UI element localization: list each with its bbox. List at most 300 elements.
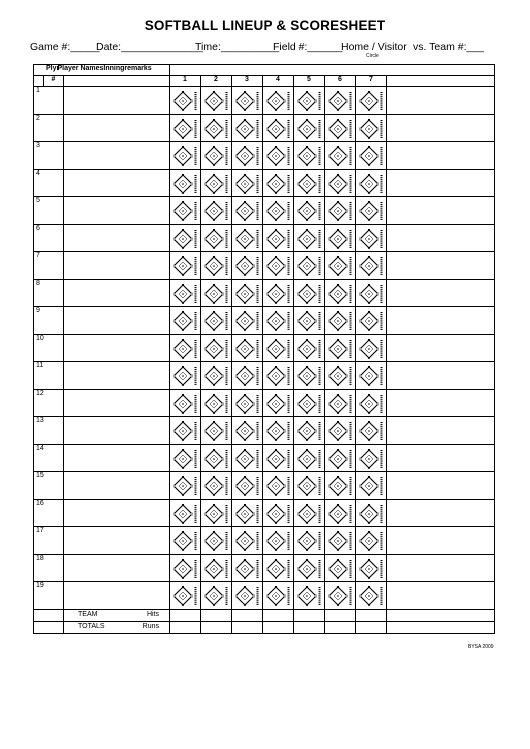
inning-score-cell[interactable] — [325, 527, 356, 555]
base-diamond-icon — [328, 174, 348, 194]
inning-score-cell[interactable] — [201, 527, 232, 555]
outcome-marks-icon — [380, 174, 383, 194]
base-diamond-icon — [328, 559, 348, 579]
inning-score-cell[interactable] — [232, 307, 263, 335]
inning-total-cell[interactable] — [170, 609, 201, 621]
base-diamond-icon — [235, 284, 255, 304]
base-diamond-icon — [359, 421, 379, 441]
inning-score-cell[interactable] — [294, 252, 325, 280]
opponent-team-field[interactable]: vs. Team #:___ — [413, 41, 485, 53]
base-diamond-icon — [204, 91, 224, 111]
remarks-cell[interactable] — [387, 224, 495, 252]
outcome-marks-icon — [287, 284, 290, 304]
totals-row — [34, 609, 495, 621]
player-name-cell[interactable] — [64, 224, 170, 252]
inning-score-cell[interactable] — [232, 142, 263, 170]
inning-score-cell[interactable] — [356, 279, 387, 307]
player-name-cell[interactable] — [64, 362, 170, 390]
base-diamond-icon — [328, 311, 348, 331]
outcome-marks-icon — [318, 119, 321, 139]
inning-score-cell[interactable] — [325, 307, 356, 335]
outcome-marks-icon — [225, 449, 228, 469]
inning-score-cell[interactable] — [325, 142, 356, 170]
inning-score-cell[interactable] — [356, 224, 387, 252]
inning-score-cell[interactable] — [325, 362, 356, 390]
outcome-marks-icon — [318, 91, 321, 111]
inning-score-cell[interactable] — [325, 554, 356, 582]
inning-score-cell[interactable] — [263, 142, 294, 170]
inning-score-cell[interactable] — [170, 114, 201, 142]
inning-score-cell[interactable] — [232, 87, 263, 115]
outcome-marks-icon — [349, 449, 352, 469]
base-diamond-icon — [266, 476, 286, 496]
outcome-marks-icon — [318, 394, 321, 414]
inning-score-cell[interactable] — [170, 169, 201, 197]
inning-total-cell[interactable] — [232, 609, 263, 621]
outcome-marks-icon — [194, 256, 197, 276]
game-number-field[interactable]: Game #:_____ — [30, 41, 100, 53]
inning-score-cell[interactable] — [170, 389, 201, 417]
inning-score-cell[interactable] — [294, 582, 325, 610]
remarks-cell[interactable] — [387, 554, 495, 582]
outcome-marks-icon — [318, 229, 321, 249]
inning-score-cell[interactable] — [356, 444, 387, 472]
inning-score-cell[interactable] — [294, 499, 325, 527]
inning-score-cell[interactable] — [263, 499, 294, 527]
inning-score-cell[interactable] — [325, 114, 356, 142]
table-row — [34, 362, 495, 390]
inning-score-cell[interactable] — [232, 389, 263, 417]
outcome-marks-icon — [225, 311, 228, 331]
inning-score-cell[interactable] — [232, 334, 263, 362]
inning-score-cell[interactable] — [170, 307, 201, 335]
inning-score-cell[interactable] — [170, 444, 201, 472]
inning-score-cell[interactable] — [325, 279, 356, 307]
inning-score-cell[interactable] — [356, 197, 387, 225]
base-diamond-icon — [235, 366, 255, 386]
inning-score-cell[interactable] — [356, 307, 387, 335]
player-name-cell[interactable] — [64, 334, 170, 362]
inning-total-cell[interactable] — [201, 609, 232, 621]
inning-score-cell[interactable] — [263, 224, 294, 252]
base-diamond-icon — [173, 284, 193, 304]
inning-score-cell[interactable] — [294, 472, 325, 500]
remarks-cell[interactable] — [387, 252, 495, 280]
inning-score-cell[interactable] — [232, 554, 263, 582]
player-name-cell[interactable] — [64, 444, 170, 472]
player-name-cell[interactable] — [64, 582, 170, 610]
inning-total-cell[interactable] — [294, 609, 325, 621]
outcome-marks-icon — [256, 146, 259, 166]
remarks-cell[interactable] — [387, 527, 495, 555]
inning-score-cell[interactable] — [294, 114, 325, 142]
page-title: SOFTBALL LINEUP & SCORESHEET — [144, 18, 386, 33]
inning-score-cell[interactable] — [232, 252, 263, 280]
inning-score-cell[interactable] — [170, 87, 201, 115]
inning-score-cell[interactable] — [263, 527, 294, 555]
inning-score-cell[interactable] — [170, 554, 201, 582]
outcome-marks-icon — [380, 394, 383, 414]
inning-score-cell[interactable] — [232, 499, 263, 527]
inning-score-cell[interactable] — [263, 362, 294, 390]
inning-score-cell[interactable] — [325, 252, 356, 280]
inning-score-cell[interactable] — [201, 582, 232, 610]
outcome-marks-icon — [349, 146, 352, 166]
remarks-cell[interactable] — [387, 114, 495, 142]
inning-score-cell[interactable] — [325, 582, 356, 610]
outcome-marks-icon — [380, 256, 383, 276]
inning-score-cell[interactable] — [201, 224, 232, 252]
remarks-cell[interactable] — [387, 87, 495, 115]
outcome-marks-icon — [318, 146, 321, 166]
inning-total-cell[interactable] — [325, 609, 356, 621]
totals-label-cell — [64, 609, 170, 621]
inning-score-cell[interactable] — [201, 417, 232, 445]
base-diamond-icon — [266, 174, 286, 194]
remarks-total-cell[interactable] — [387, 609, 495, 621]
base-diamond-icon — [204, 421, 224, 441]
base-diamond-icon — [235, 174, 255, 194]
base-diamond-icon — [297, 559, 317, 579]
inning-score-cell[interactable] — [170, 224, 201, 252]
inning-score-cell[interactable] — [294, 334, 325, 362]
outcome-marks-icon — [225, 476, 228, 496]
remarks-cell[interactable] — [387, 444, 495, 472]
remarks-cell[interactable] — [387, 279, 495, 307]
base-diamond-icon — [173, 146, 193, 166]
remarks-cell[interactable] — [387, 169, 495, 197]
outcome-marks-icon — [225, 559, 228, 579]
inning-score-cell[interactable] — [294, 197, 325, 225]
outcome-marks-icon — [318, 201, 321, 221]
base-diamond-icon — [266, 256, 286, 276]
inning-score-cell[interactable] — [201, 307, 232, 335]
inning-score-cell[interactable] — [263, 417, 294, 445]
base-diamond-icon — [297, 476, 317, 496]
inning-score-cell[interactable] — [232, 582, 263, 610]
table-row — [34, 279, 495, 307]
outcome-marks-icon — [256, 229, 259, 249]
remarks-cell[interactable] — [387, 197, 495, 225]
inning-total-cell[interactable] — [325, 621, 356, 633]
inning-score-cell[interactable] — [263, 582, 294, 610]
outcome-marks-icon — [349, 394, 352, 414]
inning-score-cell[interactable] — [356, 334, 387, 362]
inning-score-cell[interactable] — [294, 307, 325, 335]
remarks-cell[interactable] — [387, 307, 495, 335]
base-diamond-icon — [204, 201, 224, 221]
player-name-cell[interactable] — [64, 417, 170, 445]
inning-score-cell[interactable] — [294, 224, 325, 252]
inning-score-cell[interactable] — [325, 334, 356, 362]
base-diamond-icon — [328, 449, 348, 469]
outcome-marks-icon — [287, 174, 290, 194]
inning-score-cell[interactable] — [232, 279, 263, 307]
outcome-marks-icon — [194, 366, 197, 386]
player-name-cell[interactable] — [64, 252, 170, 280]
player-name-cell[interactable] — [64, 389, 170, 417]
inning-total-cell[interactable] — [294, 621, 325, 633]
inning-score-cell[interactable] — [263, 169, 294, 197]
outcome-marks-icon — [287, 91, 290, 111]
inning-score-cell[interactable] — [201, 554, 232, 582]
inning-score-cell[interactable] — [201, 444, 232, 472]
inning-score-cell[interactable] — [232, 114, 263, 142]
inning-score-cell[interactable] — [232, 169, 263, 197]
inning-score-cell[interactable] — [201, 362, 232, 390]
outcome-marks-icon — [256, 476, 259, 496]
header-row-labels — [34, 65, 495, 76]
outcome-marks-icon — [256, 311, 259, 331]
col-plyr-label: Plyr — [34, 65, 64, 76]
remarks-cell[interactable] — [387, 499, 495, 527]
base-diamond-icon — [328, 119, 348, 139]
inning-score-cell[interactable] — [170, 582, 201, 610]
inning-score-cell[interactable] — [201, 142, 232, 170]
base-diamond-icon — [359, 531, 379, 551]
player-name-cell[interactable] — [64, 197, 170, 225]
time-field[interactable]: Time:__________ — [195, 41, 280, 53]
outcome-marks-icon — [256, 366, 259, 386]
inning-score-cell[interactable] — [232, 444, 263, 472]
outcome-marks-icon — [194, 229, 197, 249]
outcome-marks-icon — [349, 174, 352, 194]
base-diamond-icon — [204, 531, 224, 551]
inning-score-cell[interactable] — [356, 142, 387, 170]
base-diamond-icon — [235, 449, 255, 469]
inning-header-2: 2 — [201, 76, 232, 87]
player-name-cell[interactable] — [64, 114, 170, 142]
remarks-cell[interactable] — [387, 362, 495, 390]
inning-score-cell[interactable] — [356, 527, 387, 555]
inning-score-cell[interactable] — [170, 252, 201, 280]
base-diamond-icon — [328, 366, 348, 386]
inning-score-cell[interactable] — [294, 142, 325, 170]
inning-score-cell[interactable] — [263, 114, 294, 142]
base-diamond-icon — [359, 91, 379, 111]
inning-score-cell[interactable] — [170, 142, 201, 170]
inning-score-cell[interactable] — [325, 169, 356, 197]
base-diamond-icon — [204, 119, 224, 139]
date-field[interactable]: Date:______________ — [96, 41, 203, 53]
inning-score-cell[interactable] — [201, 472, 232, 500]
inning-score-cell[interactable] — [170, 417, 201, 445]
inning-score-cell[interactable] — [325, 472, 356, 500]
inning-total-cell[interactable] — [232, 621, 263, 633]
base-diamond-icon — [328, 339, 348, 359]
inning-score-cell[interactable] — [325, 444, 356, 472]
inning-score-cell[interactable] — [201, 499, 232, 527]
outcome-marks-icon — [318, 421, 321, 441]
base-diamond-icon — [204, 559, 224, 579]
outcome-marks-icon — [318, 449, 321, 469]
base-diamond-icon — [359, 586, 379, 606]
inning-score-cell[interactable] — [356, 362, 387, 390]
inning-score-cell[interactable] — [294, 444, 325, 472]
outcome-marks-icon — [318, 174, 321, 194]
inning-score-cell[interactable] — [232, 197, 263, 225]
inning-score-cell[interactable] — [170, 279, 201, 307]
outcome-marks-icon — [287, 119, 290, 139]
remarks-cell[interactable] — [387, 389, 495, 417]
outcome-marks-icon — [256, 91, 259, 111]
field-number-field[interactable]: Field #:______ — [273, 41, 343, 53]
player-row-number: 5 — [34, 197, 64, 225]
inning-score-cell[interactable] — [201, 279, 232, 307]
inning-score-cell[interactable] — [170, 527, 201, 555]
player-name-cell[interactable] — [64, 499, 170, 527]
inning-score-cell[interactable] — [263, 252, 294, 280]
inning-score-cell[interactable] — [356, 169, 387, 197]
inning-total-cell[interactable] — [263, 609, 294, 621]
inning-score-cell[interactable] — [294, 362, 325, 390]
base-diamond-icon — [297, 394, 317, 414]
base-diamond-icon — [173, 559, 193, 579]
player-name-cell[interactable] — [64, 527, 170, 555]
remarks-cell[interactable] — [387, 334, 495, 362]
base-diamond-icon — [297, 366, 317, 386]
outcome-marks-icon — [256, 586, 259, 606]
inning-score-cell[interactable] — [356, 87, 387, 115]
inning-score-cell[interactable] — [325, 499, 356, 527]
inning-score-cell[interactable] — [201, 334, 232, 362]
inning-score-cell[interactable] — [170, 197, 201, 225]
base-diamond-icon — [235, 256, 255, 276]
inning-score-cell[interactable] — [294, 417, 325, 445]
base-diamond-icon — [173, 531, 193, 551]
inning-score-cell[interactable] — [356, 114, 387, 142]
inning-score-cell[interactable] — [325, 389, 356, 417]
inning-score-cell[interactable] — [263, 87, 294, 115]
inning-score-cell[interactable] — [356, 417, 387, 445]
player-name-cell[interactable] — [64, 142, 170, 170]
base-diamond-icon — [297, 229, 317, 249]
outcome-marks-icon — [380, 311, 383, 331]
inning-score-cell[interactable] — [356, 472, 387, 500]
outcome-marks-icon — [380, 449, 383, 469]
inning-total-cell[interactable] — [356, 609, 387, 621]
inning-score-cell[interactable] — [170, 472, 201, 500]
player-name-cell[interactable] — [64, 554, 170, 582]
inning-score-cell[interactable] — [294, 527, 325, 555]
inning-score-cell[interactable] — [356, 252, 387, 280]
inning-score-cell[interactable] — [263, 472, 294, 500]
remarks-total-cell[interactable] — [387, 621, 495, 633]
inning-score-cell[interactable] — [325, 417, 356, 445]
inning-score-cell[interactable] — [356, 582, 387, 610]
base-diamond-icon — [266, 339, 286, 359]
inning-total-cell[interactable] — [356, 621, 387, 633]
inning-score-cell[interactable] — [356, 554, 387, 582]
inning-score-cell[interactable] — [232, 417, 263, 445]
player-name-cell[interactable] — [64, 279, 170, 307]
outcome-marks-icon — [194, 311, 197, 331]
inning-score-cell[interactable] — [294, 389, 325, 417]
base-diamond-icon — [235, 119, 255, 139]
outcome-marks-icon — [256, 421, 259, 441]
player-row-number: 4 — [34, 169, 64, 197]
base-diamond-icon — [173, 421, 193, 441]
inning-score-cell[interactable] — [356, 389, 387, 417]
inning-total-cell[interactable] — [170, 621, 201, 633]
remarks-header — [387, 76, 495, 87]
inning-score-cell[interactable] — [232, 362, 263, 390]
inning-score-cell[interactable] — [294, 87, 325, 115]
player-name-cell[interactable] — [64, 307, 170, 335]
base-diamond-icon — [235, 504, 255, 524]
outcome-marks-icon — [349, 119, 352, 139]
inning-score-cell[interactable] — [263, 307, 294, 335]
outcome-marks-icon — [225, 201, 228, 221]
inning-score-cell[interactable] — [263, 197, 294, 225]
inning-score-cell[interactable] — [325, 87, 356, 115]
inning-score-cell[interactable] — [201, 87, 232, 115]
table-row — [34, 582, 495, 610]
inning-total-cell[interactable] — [201, 621, 232, 633]
base-diamond-icon — [235, 91, 255, 111]
inning-score-cell[interactable] — [263, 444, 294, 472]
outcome-marks-icon — [225, 339, 228, 359]
inning-score-cell[interactable] — [356, 499, 387, 527]
outcome-marks-icon — [194, 119, 197, 139]
inning-score-cell[interactable] — [201, 389, 232, 417]
inning-score-cell[interactable] — [263, 279, 294, 307]
outcome-marks-icon — [380, 284, 383, 304]
inning-total-cell[interactable] — [263, 621, 294, 633]
inning-score-cell[interactable] — [170, 362, 201, 390]
inning-score-cell[interactable] — [232, 224, 263, 252]
player-row-number: 10 — [34, 334, 64, 362]
base-diamond-icon — [173, 476, 193, 496]
outcome-marks-icon — [380, 339, 383, 359]
remarks-cell[interactable] — [387, 417, 495, 445]
inning-score-cell[interactable] — [170, 499, 201, 527]
inning-score-cell[interactable] — [170, 334, 201, 362]
outcome-marks-icon — [256, 174, 259, 194]
inning-score-cell[interactable] — [263, 389, 294, 417]
player-name-cell[interactable] — [64, 169, 170, 197]
table-row — [34, 197, 495, 225]
inning-score-cell[interactable] — [294, 169, 325, 197]
outcome-marks-icon — [194, 284, 197, 304]
base-diamond-icon — [266, 421, 286, 441]
inning-score-cell[interactable] — [263, 334, 294, 362]
inning-score-cell[interactable] — [232, 472, 263, 500]
remarks-cell[interactable] — [387, 142, 495, 170]
inning-score-cell[interactable] — [263, 554, 294, 582]
remarks-cell[interactable] — [387, 582, 495, 610]
home-visitor-choice[interactable]: Home / Visitor — [341, 41, 407, 53]
outcome-marks-icon — [287, 146, 290, 166]
remarks-cell[interactable] — [387, 472, 495, 500]
inning-score-cell[interactable] — [201, 169, 232, 197]
inning-header-7: 7 — [356, 76, 387, 87]
inning-score-cell[interactable] — [294, 279, 325, 307]
inning-score-cell[interactable] — [201, 197, 232, 225]
player-name-cell[interactable] — [64, 87, 170, 115]
inning-score-cell[interactable] — [201, 252, 232, 280]
inning-score-cell[interactable] — [232, 527, 263, 555]
player-name-cell[interactable] — [64, 472, 170, 500]
inning-score-cell[interactable] — [325, 224, 356, 252]
base-diamond-icon — [328, 256, 348, 276]
inning-score-cell[interactable] — [325, 197, 356, 225]
base-diamond-icon — [204, 394, 224, 414]
inning-score-cell[interactable] — [201, 114, 232, 142]
outcome-marks-icon — [287, 586, 290, 606]
score-table — [33, 64, 495, 634]
inning-score-cell[interactable] — [294, 554, 325, 582]
